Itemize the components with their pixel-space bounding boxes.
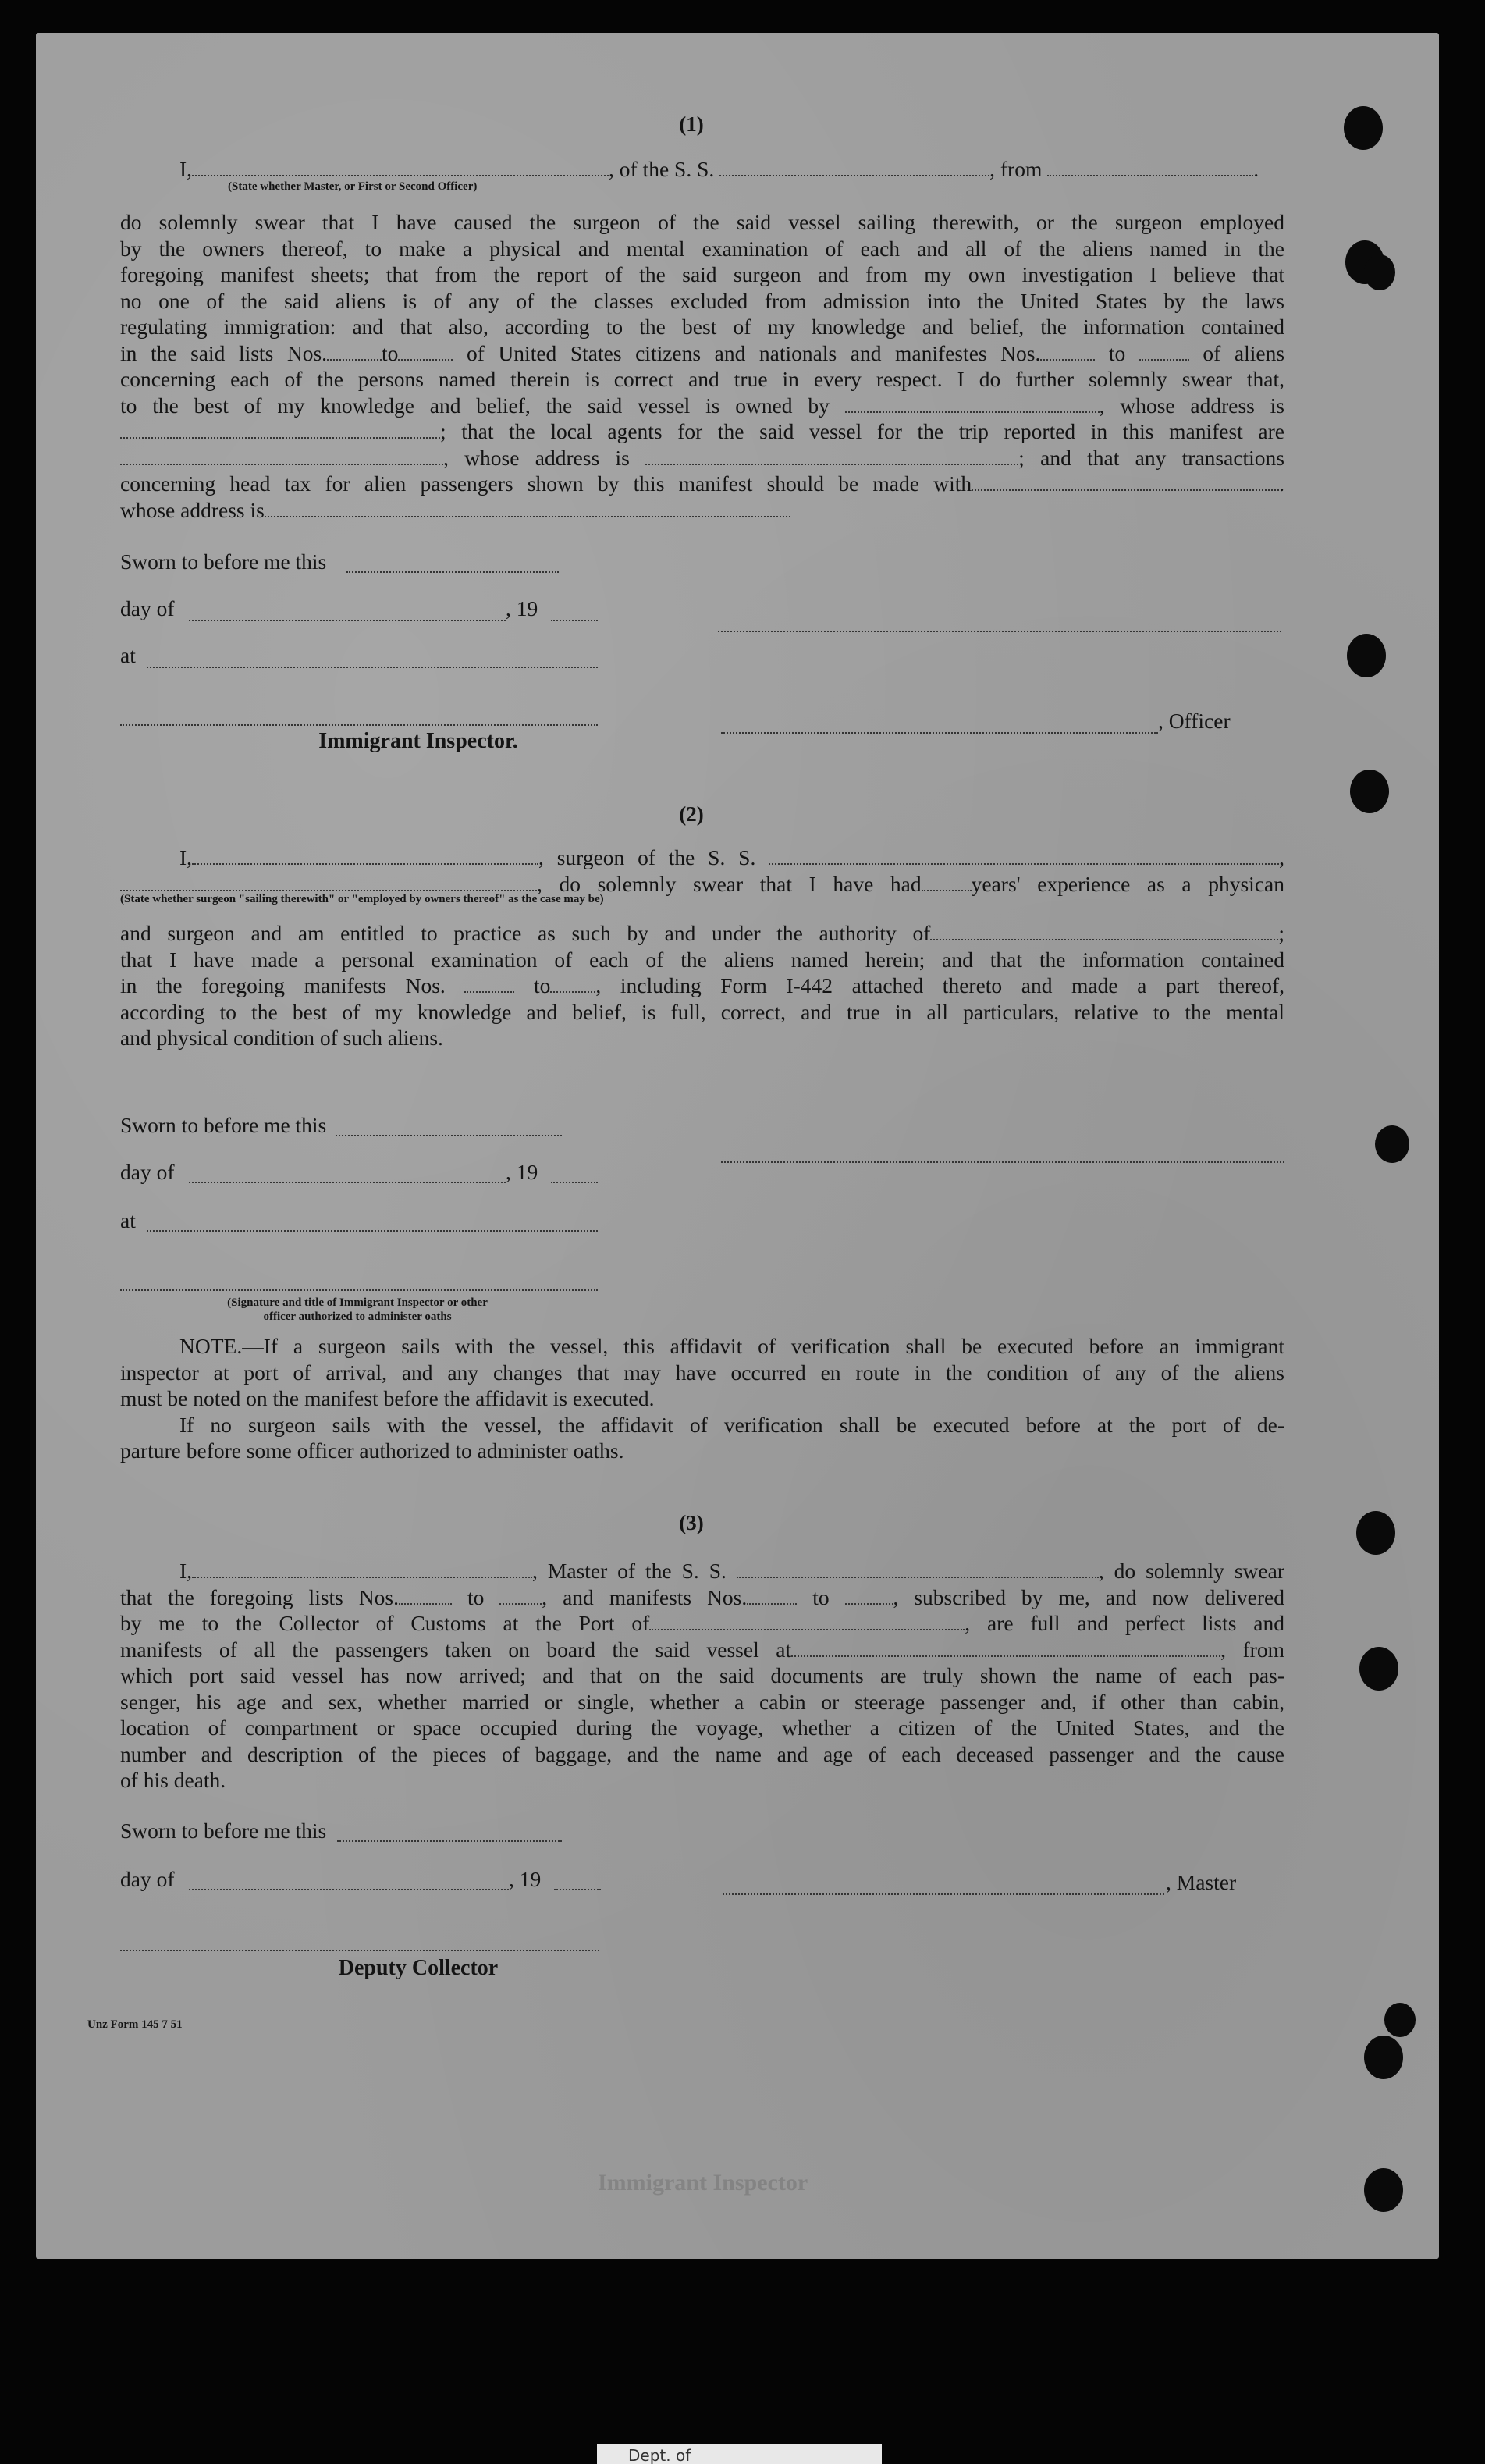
from-port-field[interactable] <box>1047 158 1253 176</box>
section-3-line: manifests of all the passengers taken on board the said vessel at , from <box>120 1637 1284 1662</box>
stub-text: Dept. of <box>628 2446 691 2464</box>
punch-hole <box>1359 1647 1398 1691</box>
day-of-field-1[interactable] <box>189 620 506 621</box>
section-2-body <box>120 844 1284 1051</box>
section-2-line: according to the best of my knowledge and belief, is full, correct, and true in all particulars, relative to the mental <box>120 999 1284 1024</box>
day-of-label-2: day of <box>120 1160 175 1184</box>
year-field-1[interactable] <box>551 620 598 621</box>
section-2-line: and surgeon and am entitled to practice as such by and under the authority of ; <box>120 921 1284 945</box>
authority-field[interactable] <box>930 922 1278 940</box>
signature-note-2: (Signature and title of Immigrant Inspector or other <box>227 1296 488 1309</box>
note-line: inspector at port of arrival, and any changes that may have occurred en route in the condition of any of the aliens <box>120 1360 1284 1385</box>
section-1-line: ; that the local agents for the said vessel for the trip reported in this manifest are <box>120 418 1284 445</box>
of-ss-label: , of the S. S. <box>609 157 715 181</box>
sworn-date-field-2[interactable] <box>336 1135 562 1136</box>
section-3-line: that the foregoing lists Nos. to , and manifests Nos. to , subscribed by me, and now delivered <box>120 1584 1284 1609</box>
manifests-nos-from-field-3[interactable] <box>747 1586 797 1605</box>
year-label-2: , 19 <box>506 1160 538 1184</box>
at-label-1: at <box>120 643 136 667</box>
officer-signature-line[interactable] <box>721 732 1158 734</box>
day-of-field-3[interactable] <box>189 1889 509 1890</box>
manifests-nos-to-field[interactable] <box>550 974 595 993</box>
day-of-field-2[interactable] <box>189 1182 506 1183</box>
agents-address-field[interactable] <box>645 446 1018 465</box>
inspector-signature-line-2[interactable] <box>120 1289 598 1291</box>
i-label: I, <box>179 157 193 181</box>
boarding-port-field[interactable] <box>791 1638 1220 1657</box>
lists-from-field[interactable] <box>327 342 382 361</box>
from-label: , from <box>989 157 1043 181</box>
year-label-1: , 19 <box>506 596 538 620</box>
section-1-line: concerning each of the persons named therein is correct and true in every respect. I do further solemnly swear that, <box>120 367 1284 391</box>
manifests-to-field[interactable] <box>1139 342 1189 361</box>
section-3-line: number and description of the pieces of baggage, and the name and age of each deceased passenger and the cause <box>120 1741 1284 1766</box>
master-name-field[interactable] <box>192 1559 532 1578</box>
note-line: NOTE.—If a surgeon sails with the vessel, this affidavit of verification shall be executed before an immigrant <box>179 1334 1284 1358</box>
section-1-line: concerning head tax for alien passengers shown by this manifest should be made with . <box>120 471 1284 496</box>
manifests-nos-to-field-3[interactable] <box>845 1586 893 1605</box>
section-1-line: no one of the said aliens is of any of the classes excluded from admission into the United States by the laws <box>120 288 1284 313</box>
lists-to-field[interactable] <box>398 342 453 361</box>
sworn-date-field-1[interactable] <box>346 571 559 573</box>
punch-hole <box>1344 106 1383 150</box>
section-1-number: (1) <box>679 112 704 136</box>
section-3-line: by me to the Collector of Customs at the Port of , are full and perfect lists and <box>120 1611 1284 1635</box>
section-1-line: by the owners thereof, to make a physical and mental examination of each and all of the aliens named in the <box>120 236 1284 261</box>
agents-field[interactable] <box>120 446 443 465</box>
sworn-label-2: Sworn to before me this <box>120 1113 327 1137</box>
section-1-line: to the best of my knowledge and belief, the said vessel is owned by , whose address is <box>120 393 1285 418</box>
lists-nos-to-field[interactable] <box>499 1586 542 1605</box>
officer-signature-line-top[interactable] <box>718 631 1281 632</box>
at-label-2: at <box>120 1208 136 1232</box>
section-2-number: (2) <box>679 802 704 826</box>
archive-stub <box>597 2444 882 2464</box>
surgeon-vessel-field[interactable] <box>769 846 1279 865</box>
section-3-line: I, , Master of the S. S. , do solemnly swear <box>179 1559 1284 1583</box>
head-tax-contact-field[interactable] <box>972 472 1279 491</box>
section-3-line: which port said vessel has now arrived; and that on the said documents are truly shown the name of each pas- <box>120 1663 1284 1687</box>
section-1-opening <box>120 156 1284 194</box>
section-1-line: whose address is <box>120 497 1284 524</box>
note-line: parture before some officer authorized to administer oaths. <box>120 1438 624 1463</box>
day-of-label-1: day of <box>120 596 175 620</box>
section-1-body <box>120 209 1284 523</box>
punch-hole <box>1350 770 1389 813</box>
section-3-line: senger, his age and sex, whether married or single, whether a cabin or steerage passenger and, if other than cabin, <box>120 1689 1284 1714</box>
section-3-line: of his death. <box>120 1768 226 1792</box>
year-label-3: , 19 <box>509 1867 542 1891</box>
year-field-2[interactable] <box>551 1182 598 1183</box>
punch-hole <box>1364 2168 1403 2212</box>
note-line: must be noted on the manifest before the affidavit is executed. <box>120 1386 655 1410</box>
punch-hole <box>1375 1125 1409 1163</box>
section-2-line: that I have made a personal examination of each of the aliens named herein; and that the information contained <box>120 947 1284 972</box>
head-tax-address-field[interactable] <box>265 499 790 517</box>
sworn-label-3: Sworn to before me this <box>120 1819 327 1843</box>
punch-hole <box>1364 254 1395 290</box>
section-1-line: , whose address is ; and that any transactions <box>120 445 1284 471</box>
surgeon-name-field[interactable] <box>192 846 538 865</box>
sworn-label-1: Sworn to before me this <box>120 549 327 574</box>
day-of-label-3: day of <box>120 1867 175 1891</box>
section-2-line: , do solemnly swear that I have had years' experience as a physican <box>120 871 1284 898</box>
note-line: If no surgeon sails with the vessel, the affidavit of verification shall be executed before at the port of de- <box>179 1412 1284 1437</box>
at-field-1[interactable] <box>147 667 598 668</box>
section-2-line: in the foregoing manifests Nos. to , including Form I-442 attached thereto and made a part thereof, <box>120 973 1285 997</box>
deputy-collector-label: Deputy Collector <box>338 1956 499 1980</box>
master-label: , Master <box>1166 1870 1237 1894</box>
note-block <box>120 1333 1284 1464</box>
surgeon-status-note: (State whether surgeon "sailing therewith" or "employed by owners thereof" as the case may be) <box>120 893 604 905</box>
section-2-line: and physical condition of such aliens. <box>120 1026 443 1050</box>
period: . <box>1253 157 1259 181</box>
punch-hole <box>1356 1511 1395 1555</box>
deputy-signature-line[interactable] <box>120 1950 599 1951</box>
surgeon-status-field[interactable] <box>120 873 537 891</box>
form-page <box>36 33 1439 2259</box>
punch-hole <box>1384 2003 1416 2037</box>
owner-address-field[interactable] <box>120 420 440 439</box>
section-2-line: I, , surgeon of the S. S. , <box>179 845 1284 869</box>
officer-rank-note: (State whether Master, or First or Second Officer) <box>228 180 478 193</box>
officer-label: , Officer <box>1158 709 1231 733</box>
years-field[interactable] <box>922 873 972 891</box>
manifests-nos-from-field[interactable] <box>464 974 514 993</box>
sworn-date-field-3[interactable] <box>337 1840 562 1842</box>
bleed-through-text: Immigrant Inspector <box>598 2170 808 2196</box>
section-1-line: foregoing manifest sheets; that from the report of the said surgeon and from my own investigation I believe that <box>120 262 1284 286</box>
surgeon-signature-line[interactable] <box>721 1161 1284 1163</box>
section-1-line: do solemnly swear that I have caused the surgeon of the said vessel sailing therewith, or the surgeon employed <box>120 210 1284 234</box>
owner-field[interactable] <box>845 394 1100 413</box>
manifests-from-field[interactable] <box>1040 342 1095 361</box>
inspector-label-1: Immigrant Inspector. <box>318 729 518 753</box>
vessel-name-field[interactable] <box>719 158 989 176</box>
master-signature-line[interactable] <box>723 1893 1164 1895</box>
inspector-signature-line-1[interactable] <box>120 724 598 726</box>
at-field-2[interactable] <box>147 1230 598 1232</box>
signature-note-2b: officer authorized to administer oaths <box>263 1310 452 1323</box>
port-of-field[interactable] <box>649 1612 965 1630</box>
section-1-line: in the said lists Nos. to of United States citizens and nationals and manifestes Nos. to of aliens <box>120 340 1285 365</box>
punch-hole <box>1364 2036 1403 2079</box>
section-3-body <box>120 1558 1284 1794</box>
officer-name-field[interactable] <box>192 158 609 176</box>
section-1-line: regulating immigration: and that also, according to the best of my knowledge and belief, the information contained <box>120 315 1284 339</box>
section-3-line: location of compartment or space occupied during the voyage, whether a citizen of the United States, and the <box>120 1716 1284 1740</box>
lists-nos-from-field[interactable] <box>399 1586 452 1605</box>
year-field-3[interactable] <box>554 1889 601 1890</box>
form-code: Unz Form 145 7 51 <box>87 2018 183 2031</box>
master-vessel-field[interactable] <box>737 1559 1099 1578</box>
punch-hole <box>1347 634 1386 677</box>
section-3-number: (3) <box>679 1511 704 1534</box>
